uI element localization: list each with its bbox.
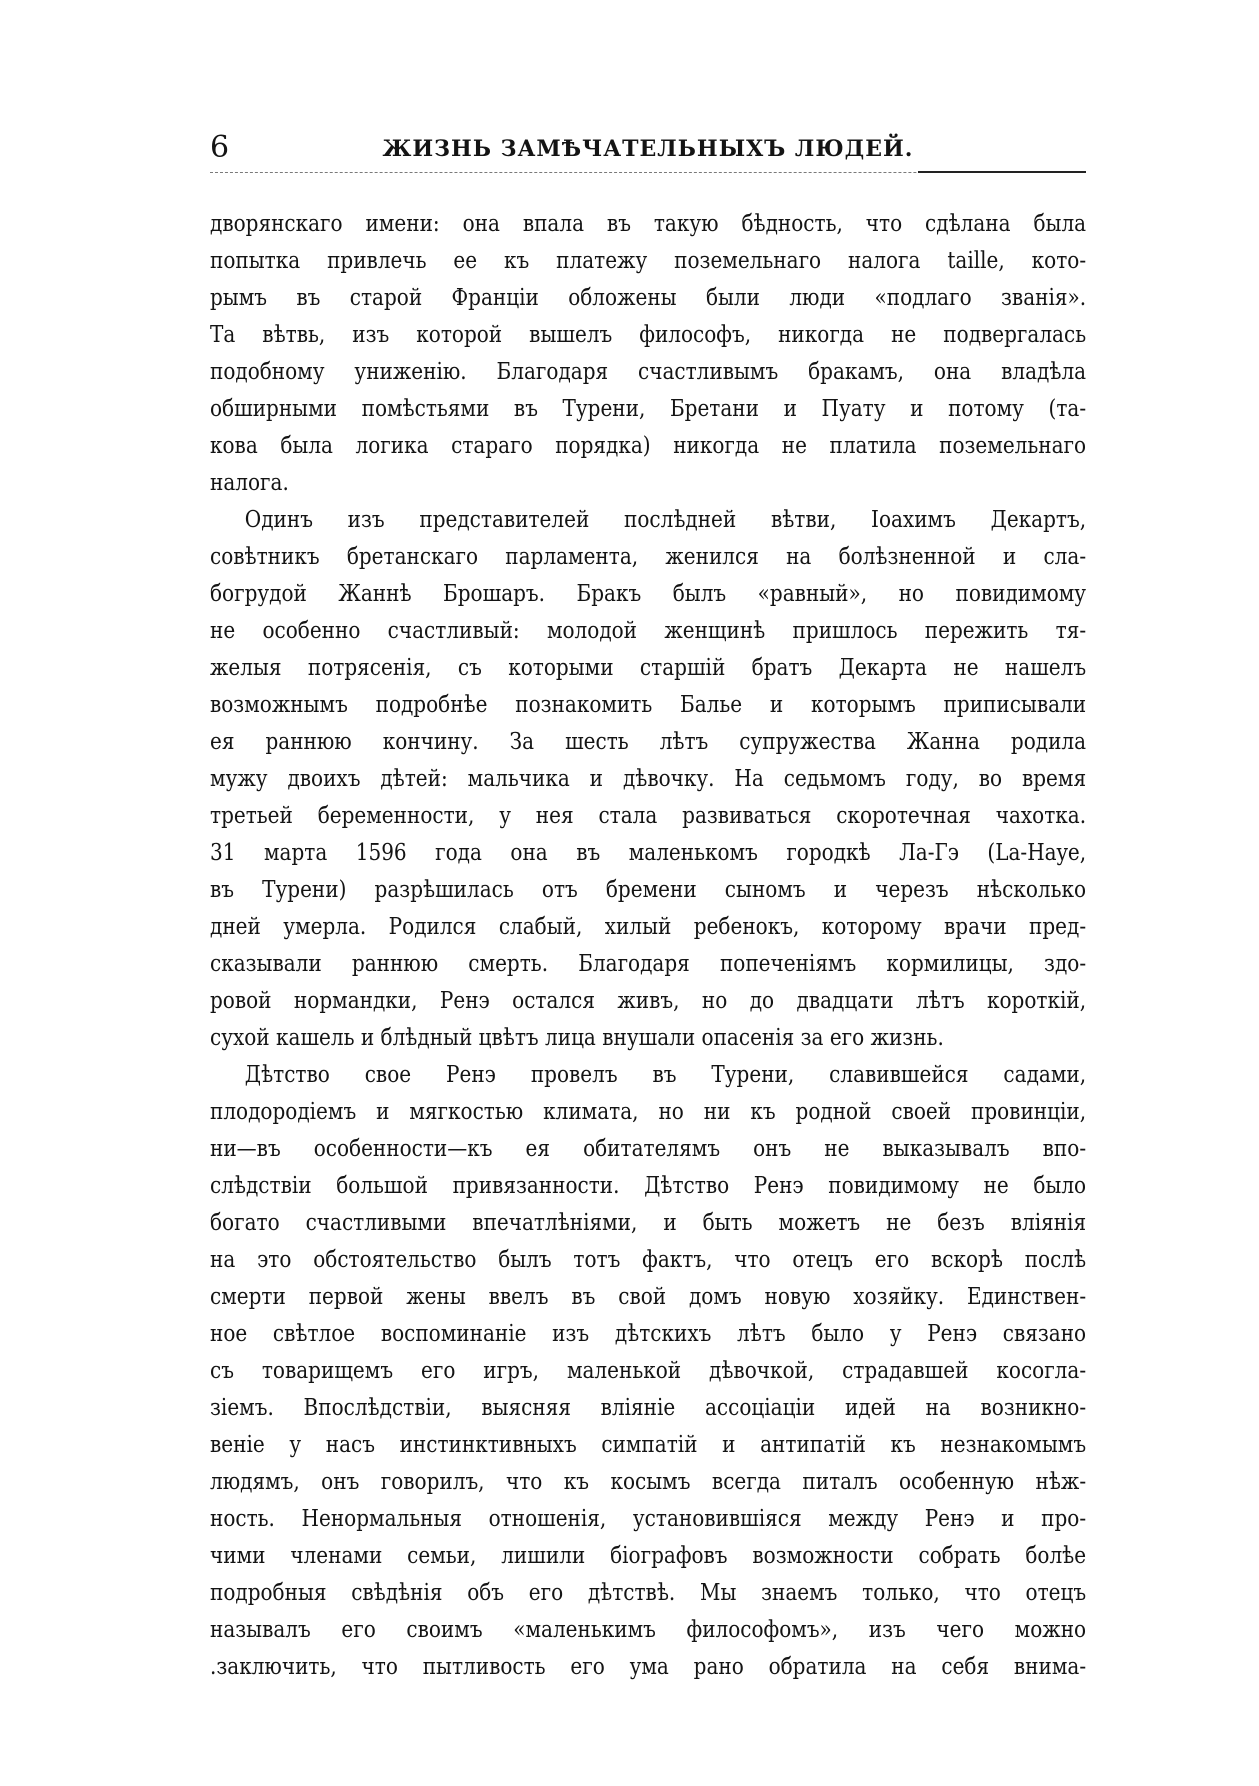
text-line: мужу двоихъ дѣтей: мальчика и дѣвочку. На седьмомъ году, во время	[210, 766, 1087, 792]
text-line: въ Турени) разрѣшилась отъ бремени сыномъ и черезъ нѣсколько	[210, 877, 1087, 903]
text-line: ни—въ особенности—къ ея обитателямъ онъ не выказывалъ впо-	[210, 1136, 1087, 1162]
text-line: плодородіемъ и мягкостью климата, но ни къ родной своей провинціи,	[210, 1099, 1087, 1125]
text-line: рымъ въ старой Франціи обложены были люди «подлаго званія».	[210, 285, 1087, 311]
text-line: третьей беременности, у нея стала развиваться скоротечная чахотка.	[210, 803, 1087, 829]
text-line: желыя потрясенія, съ которыми старшій братъ Декарта не нашелъ	[210, 655, 1087, 681]
text-line: 31 марта 1596 года она въ маленькомъ городкѣ Ла-Гэ (La-Haye,	[210, 840, 1087, 866]
running-title: ЖИЗНЬ ЗАМѢЧАТЕЛЬНЫХЪ ЛЮДЕЙ.	[382, 136, 914, 162]
text-line: Одинъ изъ представителей послѣдней вѣтви, Іоахимъ Декартъ,	[244, 507, 1087, 533]
text-line: дворянскаго имени: она впала въ такую бѣдность, что сдѣлана была	[210, 211, 1087, 237]
text-line: съ товарищемъ его игръ, маленькой дѣвочкой, страдавшей косогла-	[210, 1358, 1087, 1384]
text-line: людямъ, онъ говорилъ, что къ косымъ всегда питалъ особенную нѣж-	[210, 1469, 1087, 1495]
text-line: называлъ его своимъ «маленькимъ философомъ», изъ чего можно	[210, 1617, 1087, 1643]
text-line: ея раннюю кончину. За шесть лѣтъ супружества Жанна родила	[210, 729, 1087, 755]
text-line: возможнымъ подробнѣе познакомить Балье и которымъ приписывали	[210, 692, 1087, 718]
text-line: ность. Ненормальныя отношенія, установившіяся между Ренэ и про-	[210, 1506, 1087, 1532]
text-line: слѣдствіи большой привязанности. Дѣтство Ренэ повидимому не было	[210, 1173, 1087, 1199]
text-line: зіемъ. Впослѣдствіи, выясняя вліяніе ассоціаціи идей на возникно-	[210, 1395, 1087, 1421]
text-line: сказывали раннюю смерть. Благодаря попеченіямъ кормилицы, здо-	[210, 951, 1087, 977]
page-header	[210, 128, 1086, 168]
header-rule-right	[918, 171, 1086, 173]
text-line: попытка привлечь ее къ платежу поземельнаго налога taille, кото-	[210, 248, 1087, 274]
text-line: сухой кашель и блѣдный цвѣтъ лица внушали опасенія за его жизнь.	[210, 1025, 944, 1051]
text-line: веніе у насъ инстинктивныхъ симпатій и антипатій къ незнакомымъ	[210, 1432, 1087, 1458]
text-line: подобному униженію. Благодаря счастливымъ бракамъ, она владѣла	[210, 359, 1087, 385]
text-line: дней умерла. Родился слабый, хилый ребенокъ, которому врачи пред-	[210, 914, 1087, 940]
text-line: подробныя свѣдѣнія объ его дѣтствѣ. Мы знаемъ только, что отецъ	[210, 1580, 1087, 1606]
text-line: богато счастливыми впечатлѣніями, и быть можетъ не безъ вліянія	[210, 1210, 1087, 1236]
text-line: не особенно счастливый: молодой женщинѣ пришлось пережить тя-	[210, 618, 1087, 644]
text-line: смерти первой жены ввелъ въ свой домъ новую хозяйку. Единствен-	[210, 1284, 1087, 1310]
text-line: чими членами семьи, лишили біографовъ возможности собрать болѣе	[210, 1543, 1087, 1569]
text-line: Дѣтство свое Ренэ провелъ въ Турени, славившейся садами,	[244, 1062, 1087, 1088]
text-line: налога.	[210, 470, 289, 496]
text-line: на это обстоятельство былъ тотъ фактъ, что отецъ его вскорѣ послѣ	[210, 1247, 1087, 1273]
text-line: обширными помѣстьями въ Турени, Бретани и Пуату и потому (та-	[210, 396, 1087, 422]
text-line: .заключить, что пытливость его ума рано обратила на себя внима-	[210, 1654, 1087, 1680]
text-line: богрудой Жаннѣ Брошаръ. Бракъ былъ «равный», но повидимому	[210, 581, 1087, 607]
text-line: ровой нормандки, Ренэ остался живъ, но до двадцати лѣтъ короткій,	[210, 988, 1087, 1014]
text-line: совѣтникъ бретанскаго парламента, женился на болѣзненной и сла-	[210, 544, 1087, 570]
body-text	[210, 206, 1087, 1686]
page-number: 6	[210, 130, 230, 165]
text-line: Та вѣтвь, изъ которой вышелъ философъ, никогда не подвергалась	[210, 322, 1087, 348]
text-line: кова была логика стараго порядка) никогда не платила поземельнаго	[210, 433, 1087, 459]
text-line: ное свѣтлое воспоминаніе изъ дѣтскихъ лѣтъ было у Ренэ связано	[210, 1321, 1087, 1347]
